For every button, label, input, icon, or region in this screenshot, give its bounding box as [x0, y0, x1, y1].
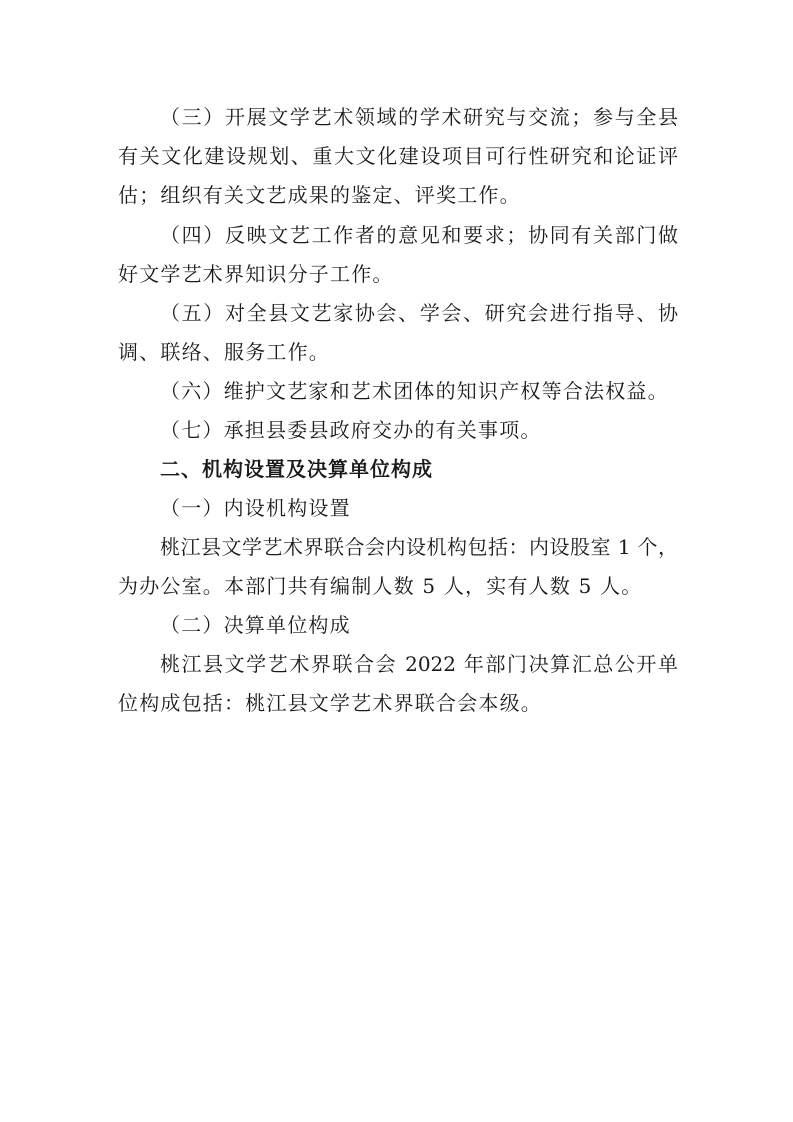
paragraph-line: （五）对全县文艺家协会、学会、研究会进行指导、协: [160, 301, 678, 325]
subsection-heading: （一）内设机构设置: [160, 496, 351, 520]
paragraph-line: 为办公室。本部门共有编制人数 5 人，实有人数 5 人。: [118, 574, 643, 598]
section-heading: 二、机构设置及决算单位构成: [160, 457, 433, 481]
paragraph-line: 调、联络、服务工作。: [118, 340, 330, 364]
paragraph-line: 有关文化建设规划、重大文化建设项目可行性研究和论证评: [118, 144, 678, 168]
paragraph-line: 桃江县文学艺术界联合会内设机构包括：内设股室 1 个，: [160, 535, 678, 559]
paragraph-line: （七）承担县委县政府交办的有关事项。: [160, 418, 542, 442]
paragraph-line: 桃江县文学艺术界联合会 2022 年部门决算汇总公开单: [160, 652, 678, 676]
paragraph-line: 好文学艺术界知识分子工作。: [118, 262, 394, 286]
paragraph-line: （三）开展文学艺术领域的学术研究与交流；参与全县: [160, 105, 678, 129]
paragraph-line: 估；组织有关文艺成果的鉴定、评奖工作。: [118, 183, 521, 207]
paragraph-line: （六）维护文艺家和艺术团体的知识产权等合法权益。: [160, 379, 669, 403]
paragraph-line: （四）反映文艺工作者的意见和要求；协同有关部门做: [160, 223, 678, 247]
subsection-heading: （二）决算单位构成: [160, 613, 351, 637]
paragraph-line: 位构成包括：桃江县文学艺术界联合会本级。: [118, 691, 542, 715]
